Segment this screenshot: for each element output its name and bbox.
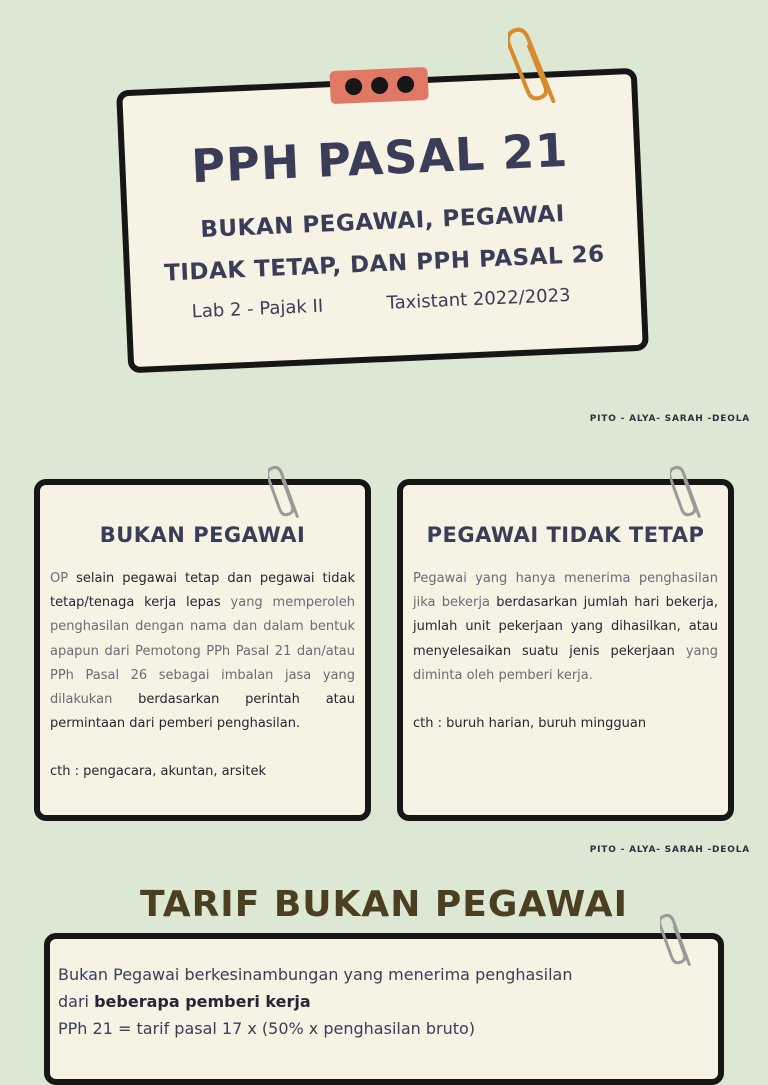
org-label: Taxistant 2022/2023 (386, 284, 571, 314)
card-body: Pegawai yang hanya menerima penghasilan jika bekerja berdasarkan jumlah hari bekerja, jumlah unit pekerjaan yang dihasilkan, atau menyelesaikan suatu jenis pekerjaan yang diminta oleh pemberi kerja. cth : buruh harian, buruh mingguan (413, 567, 718, 736)
card-heading: PEGAWAI TIDAK TETAP (426, 523, 705, 547)
tarif-line: dari beberapa pemberi kerja (58, 992, 311, 1011)
page-title: PPH PASAL 21 (190, 122, 570, 194)
title-card (116, 68, 649, 373)
card-heading: BUKAN PEGAWAI (99, 523, 306, 547)
card-pegawai-tidak-tetap (397, 479, 734, 821)
authors-credit: PITO - ALYA- SARAH -DEOLA (589, 414, 750, 424)
lab-label: Lab 2 - Pajak II (191, 295, 324, 323)
tarif-formula: PPh 21 = tarif pasal 17 x (50% x penghasilan bruto) (58, 1019, 476, 1038)
paperclip-icon (268, 460, 308, 522)
tarif-card (44, 933, 724, 1085)
card-body: OP selain pegawai tetap dan pegawai tidak tetap/tenaga kerja lepas yang memperoleh penghasilan dengan nama dan dalam bentuk apapun dari Pemotong PPh Pasal 21 dan/atau PPh Pasal 26 sebagai imbalan jasa yang dilakukan berdasarkan perintah atau permintaan dari pemberi penghasilan. cth : pengacara, akuntan, arsitek (50, 567, 355, 785)
tarif-line: Bukan Pegawai berkesinambungan yang menerima penghasilan (58, 965, 573, 984)
card-example: cth : pengacara, akuntan, arsitek (50, 764, 266, 780)
paperclip-icon (508, 16, 568, 110)
section-title: TARIF BUKAN PEGAWAI (139, 884, 629, 925)
window-dots-icon (329, 67, 428, 104)
card-example: cth : buruh harian, buruh mingguan (413, 716, 647, 732)
card-bukan-pegawai (34, 479, 371, 821)
page-subtitle: BUKAN PEGAWAI, PEGAWAI TIDAK TETAP, DAN PPH PASAL 26 (163, 201, 606, 287)
authors-credit: PITO - ALYA- SARAH -DEOLA (589, 845, 750, 855)
paperclip-icon (670, 460, 710, 522)
tarif-text (58, 961, 698, 1042)
paperclip-icon (660, 908, 700, 970)
